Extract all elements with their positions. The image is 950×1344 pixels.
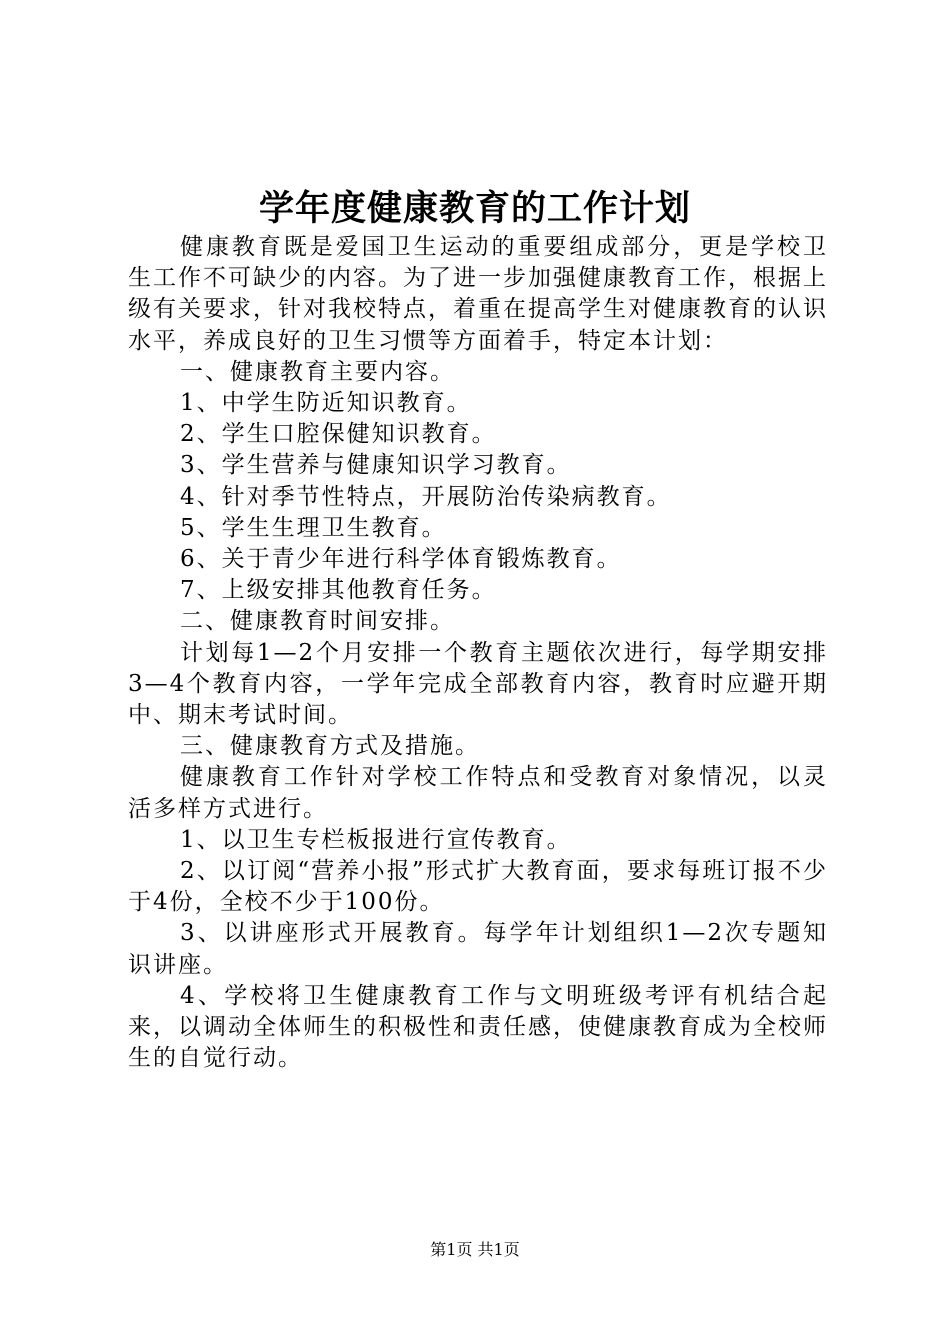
paragraph-methods: 健康教育工作针对学校工作特点和受教育对象情况，以灵活多样方式进行。 (128, 764, 828, 822)
list-item: 3、以讲座形式开展教育。每学年计划组织1—2次专题知识讲座。 (128, 920, 828, 978)
section-heading-1: 一、健康教育主要内容。 (180, 358, 455, 385)
list-item: 4、学校将卫生健康教育工作与文明班级考评有机结合起来，以调动全体师生的积极性和责任感，使健康教育成为全校师生的自觉行动。 (128, 982, 828, 1072)
list-item: 6、关于青少年进行科学体育锻炼教育。 (180, 546, 622, 573)
section-heading-3: 三、健康教育方式及措施。 (180, 733, 480, 760)
list-item: 4、针对季节性特点，开展防治传染病教育。 (180, 483, 672, 510)
document-title: 学年度健康教育的工作计划 (258, 188, 691, 229)
list-item: 1、中学生防近知识教育。 (180, 390, 472, 417)
list-item: 5、学生生理卫生教育。 (180, 514, 447, 541)
list-item: 1、以卫生专栏板报进行宣传教育。 (180, 826, 572, 853)
page-footer: 第1页 共1页 (430, 1240, 520, 1259)
paragraph-schedule: 计划每1—2个月安排一个教育主题依次进行，每学期安排3—4个教育内容，一学年完成全部教育内容，教育时应避开期中、期末考试时间。 (128, 639, 828, 729)
list-item: 2、学生口腔保健知识教育。 (180, 421, 497, 448)
document-body (128, 232, 828, 1074)
list-item: 7、上级安排其他教育任务。 (180, 577, 497, 604)
list-item: 2、以订阅“营养小报”形式扩大教育面，要求每班订报不少于4份，全校不少于100份。 (128, 858, 828, 916)
list-item: 3、学生营养与健康知识学习教育。 (180, 452, 572, 479)
section-heading-2: 二、健康教育时间安排。 (180, 608, 455, 635)
paragraph-intro: 健康教育既是爱国卫生运动的重要组成部分，更是学校卫生工作不可缺少的内容。为了进一步加强健康教育工作，根据上级有关要求，针对我校特点，着重在提高学生对健康教育的认识水平，养成良好的卫生习惯等方面着手，特定本计划： (128, 234, 828, 354)
